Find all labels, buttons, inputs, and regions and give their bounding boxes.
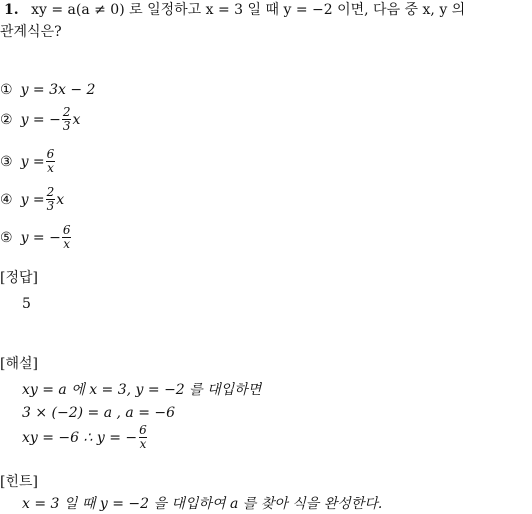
option-suffix: x [72, 111, 81, 128]
option-fraction [46, 186, 56, 213]
question-number: 1. [4, 2, 19, 18]
option-expression: y = [20, 153, 45, 170]
fraction-denominator: x [47, 161, 54, 175]
question-line-2: 관계식은? [0, 24, 62, 40]
option-expression: y = 3x − 2 [20, 82, 96, 98]
fraction-numerator: 2 [62, 105, 71, 119]
option-3[interactable] [0, 148, 56, 175]
option-marker: ⑤ [0, 229, 13, 246]
option-marker: ② [0, 111, 13, 128]
fraction-numerator: 6 [46, 147, 55, 161]
option-1[interactable] [0, 82, 95, 98]
explanation-label: [해설] [0, 356, 38, 372]
option-fraction [46, 148, 56, 175]
hint-text: x = 3 일 때 y = −2 을 대입하여 a 를 찾아 식을 완성한다. [22, 496, 383, 512]
option-marker: ④ [0, 191, 13, 208]
option-2[interactable] [0, 106, 80, 133]
option-5[interactable] [0, 224, 72, 251]
fraction-denominator: x [63, 237, 71, 251]
fraction-numerator: 6 [139, 423, 147, 437]
hint-label: [힌트] [0, 474, 38, 490]
question-text: xy = a(a ≠ 0) 로 일정하고 x = 3 일 때 y = −2 이면, 다음 중 x, y 의 [31, 2, 466, 18]
option-expression: y = [20, 191, 45, 208]
explanation-line-3 [22, 424, 149, 451]
fraction-numerator: 2 [46, 185, 55, 199]
option-expression: y = − [20, 111, 61, 128]
explanation-line-3-text: xy = −6 ∴ y = − [22, 429, 138, 446]
question-line-1 [4, 2, 465, 18]
answer-label: [정답] [0, 270, 38, 286]
explanation-fraction [138, 424, 148, 451]
option-marker: ① [0, 82, 13, 98]
option-fraction [62, 106, 72, 133]
fraction-denominator: 3 [62, 119, 71, 133]
option-fraction [62, 224, 72, 251]
fraction-denominator: x [139, 437, 147, 451]
option-marker: ③ [0, 153, 13, 170]
option-expression: y = − [20, 229, 61, 246]
option-suffix: x [56, 191, 65, 208]
explanation-line-1: xy = a 에 x = 3, y = −2 를 대입하면 [22, 382, 262, 398]
fraction-denominator: 3 [46, 199, 55, 213]
answer-value: 5 [22, 296, 31, 312]
explanation-line-2: 3 × (−2) = a , a = −6 [22, 405, 176, 421]
fraction-numerator: 6 [62, 223, 71, 237]
option-4[interactable] [0, 186, 64, 213]
